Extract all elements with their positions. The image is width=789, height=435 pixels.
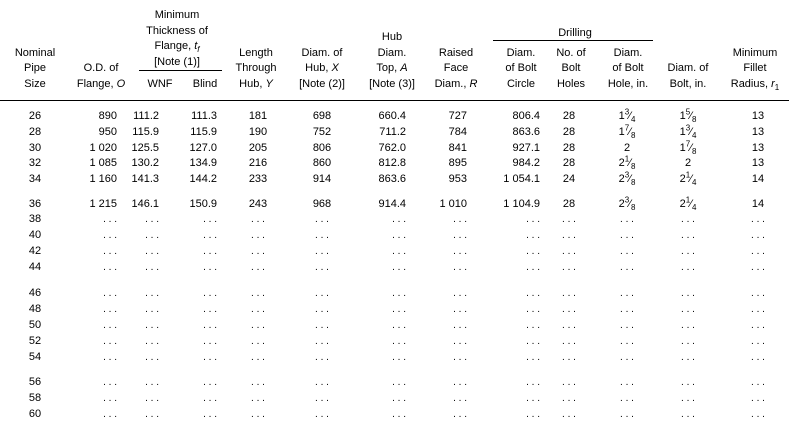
cell-y: . . . [251,230,265,241]
cell-y: 190 [248,126,268,138]
cell-od: 1 160 [89,173,117,185]
cell-a: . . . [392,352,406,363]
cell-wnf: . . . [145,393,159,404]
header-length-through-hub-line-2: Through [235,62,277,74]
header-hub-diam-top-line-1: Hub [381,31,403,43]
header-diam-bolt-circle-line-2: of Bolt [505,62,537,74]
cell-hole-diam: . . . [620,304,634,315]
cell-r: . . . [453,214,467,225]
cell-blind: . . . [203,304,217,315]
cell-bolt-diam: $2^1⁄_4$ [679,170,697,188]
cell-fillet: . . . [751,320,765,331]
cell-size: 26 [28,110,42,122]
cell-size: 28 [28,126,42,138]
cell-fillet: 13 [751,110,765,122]
cell-fillet: . . . [751,304,765,315]
cell-x: 968 [312,198,332,210]
header-drilling: Drilling [558,27,592,39]
header-length-through-hub-line-3: Hub, Y [239,77,273,90]
header-length-through-hub-line-1: Length [239,46,273,59]
cell-a: . . . [392,262,406,273]
header-no-bolt-holes-line-1: No. of [556,46,586,59]
cell-y: 243 [248,198,268,210]
cell-y: . . . [251,336,265,347]
cell-hole-diam: $1^3⁄_4$ [618,107,636,125]
cell-blind: . . . [203,377,217,388]
header-diam-bolt-hole-line-3: Hole, in. [607,77,649,90]
cell-bc: 1 054.1 [503,173,540,185]
cell-blind: . . . [203,336,217,347]
header-min-thickness-line-1: Minimum [154,9,200,21]
cell-x: 806 [312,142,332,154]
cell-bc: . . . [526,409,540,420]
cell-r: . . . [453,320,467,331]
header-od-flange-line-1: O.D. of [83,62,119,74]
cell-a: 863.6 [378,173,406,185]
cell-bc: 806.4 [512,110,540,122]
header-diam-hub-line-2: Hub, X [305,62,339,74]
cell-fillet: . . . [751,393,765,404]
cell-x: . . . [315,393,329,404]
cell-bc: . . . [526,352,540,363]
cell-wnf: 111.2 [133,110,159,122]
cell-blind: . . . [203,230,217,241]
cell-od: . . . [103,304,117,315]
cell-wnf: 130.2 [131,157,159,169]
cell-blind: 144.2 [189,173,217,185]
cell-wnf: . . . [145,377,159,388]
header-blind: Blind [192,78,218,90]
header-min-thickness-line-2: Thickness of [146,24,208,37]
header-no-bolt-holes-line-3: Holes [556,77,586,90]
cell-od: . . . [103,230,117,241]
cell-fillet: . . . [751,288,765,299]
cell-r: . . . [453,304,467,315]
header-diam-bolt-hole-line-2: of Bolt [612,62,644,74]
cell-bolt-diam: . . . [681,230,695,241]
cell-wnf: . . . [145,304,159,315]
cell-bolt-diam: . . . [681,377,695,388]
cell-bc: . . . [526,393,540,404]
cell-x: . . . [315,230,329,241]
cell-fillet: 14 [751,173,765,185]
cell-hole-diam: . . . [620,320,634,331]
cell-bc: . . . [526,288,540,299]
cell-bc: 984.2 [512,157,540,169]
cell-y: . . . [251,320,265,331]
header-raised-face-line-3: Diam., R [434,77,478,90]
cell-x: . . . [315,214,329,225]
cell-blind: . . . [203,288,217,299]
cell-holes: . . . [562,304,576,315]
cell-size: 42 [28,245,42,257]
cell-r: . . . [453,336,467,347]
cell-r: . . . [453,352,467,363]
cell-y: . . . [251,262,265,273]
header-min-fillet-line-1: Minimum [732,46,778,59]
cell-holes: . . . [562,336,576,347]
cell-y: 233 [248,173,268,185]
cell-size: 44 [28,261,42,273]
cell-bolt-diam: 2 [684,157,692,169]
cell-od: . . . [103,246,117,257]
cell-od: . . . [103,409,117,420]
cell-size: 46 [28,287,42,299]
cell-y: . . . [251,393,265,404]
cell-size: 50 [28,319,42,331]
cell-holes: 24 [562,173,576,185]
cell-blind: . . . [203,320,217,331]
cell-size: 54 [28,351,42,363]
cell-hole-diam: $2^3⁄_8$ [618,170,636,188]
cell-a: . . . [392,393,406,404]
cell-hole-diam: $2^3⁄_8$ [618,195,636,213]
cell-fillet: . . . [751,336,765,347]
cell-y: . . . [251,214,265,225]
header-diam-bolt-hole-line-1: Diam. [613,46,643,59]
cell-holes: . . . [562,246,576,257]
header-diam-bolt-circle-line-3: Circle [506,77,536,90]
cell-r: . . . [453,288,467,299]
cell-holes: 28 [562,110,576,122]
cell-holes: . . . [562,320,576,331]
cell-wnf: . . . [145,230,159,241]
header-hub-diam-top-line-3: Top, A [376,62,408,74]
cell-x: . . . [315,352,329,363]
cell-size: 60 [28,408,42,420]
cell-size: 58 [28,392,42,404]
cell-x: . . . [315,288,329,299]
cell-od: . . . [103,214,117,225]
cell-bolt-diam: . . . [681,304,695,315]
cell-bolt-diam: $1^7⁄_8$ [679,139,697,157]
cell-blind: . . . [203,262,217,273]
cell-size: 52 [28,335,42,347]
cell-holes: 28 [562,157,576,169]
cell-bolt-diam: . . . [681,320,695,331]
cell-hole-diam: . . . [620,288,634,299]
cell-bolt-diam: . . . [681,409,695,420]
cell-bolt-diam: . . . [681,262,695,273]
cell-a: 914.4 [378,198,406,210]
cell-y: 216 [248,157,268,169]
cell-holes: . . . [562,288,576,299]
cell-a: . . . [392,320,406,331]
cell-x: . . . [315,246,329,257]
cell-od: . . . [103,393,117,404]
cell-blind: . . . [203,409,217,420]
cell-a: . . . [392,409,406,420]
cell-x: 752 [312,126,332,138]
cell-wnf: 115.9 [132,126,159,138]
header-diam-hub-line-3: [Note (2)] [299,77,345,90]
cell-a: . . . [392,246,406,257]
cell-a: . . . [392,288,406,299]
cell-y: 181 [248,110,268,122]
cell-y: . . . [251,409,265,420]
cell-wnf: . . . [145,288,159,299]
cell-od: . . . [103,262,117,273]
cell-hole-diam: . . . [620,262,634,273]
cell-wnf: 146.1 [131,198,159,210]
cell-hole-diam: . . . [620,230,634,241]
cell-size: 34 [28,173,42,185]
cell-wnf: 141.3 [131,173,159,185]
cell-hole-diam: . . . [620,246,634,257]
cell-blind: 111.3 [191,110,217,122]
cell-blind: . . . [203,246,217,257]
cell-holes: . . . [562,230,576,241]
cell-holes: 28 [562,198,576,210]
cell-y: . . . [251,304,265,315]
cell-bolt-diam: . . . [681,352,695,363]
cell-holes: 28 [562,142,576,154]
cell-holes: . . . [562,262,576,273]
cell-wnf: . . . [145,320,159,331]
cell-fillet: 13 [751,142,765,154]
cell-size: 38 [28,213,42,225]
cell-holes: 28 [562,126,576,138]
cell-holes: . . . [562,377,576,388]
cell-r: . . . [453,262,467,273]
cell-r: 953 [448,173,467,185]
cell-r: 727 [448,110,467,122]
cell-bc: . . . [526,262,540,273]
cell-wnf: 125.5 [131,142,159,154]
cell-hole-diam: 2 [623,142,631,154]
cell-fillet: 13 [751,126,765,138]
header-diam-bolt-line-2: Bolt, in. [669,77,707,90]
cell-blind: 127.0 [189,142,217,154]
cell-blind: . . . [203,393,217,404]
cell-bc: . . . [526,377,540,388]
cell-bolt-diam: . . . [681,393,695,404]
cell-blind: 115.9 [190,126,217,138]
cell-y: . . . [251,288,265,299]
cell-bc: . . . [526,230,540,241]
cell-fillet: . . . [751,214,765,225]
header-diam-bolt-line-1: Diam. of [667,62,709,74]
header-wnf: WNF [147,78,173,90]
cell-hole-diam: . . . [620,377,634,388]
rule-drilling [493,40,653,41]
cell-bc: . . . [526,246,540,257]
cell-bolt-diam: . . . [681,214,695,225]
header-min-fillet-line-2: Fillet [743,62,767,74]
cell-od: . . . [103,352,117,363]
cell-od: 1 085 [89,157,117,169]
cell-bc: 863.6 [512,126,540,138]
cell-x: . . . [315,409,329,420]
cell-blind: 134.9 [189,157,217,169]
cell-size: 32 [28,157,42,169]
rule-header-bottom [0,100,789,101]
cell-holes: . . . [562,409,576,420]
cell-size: 48 [28,303,42,315]
cell-y: . . . [251,377,265,388]
cell-x: 914 [312,173,332,185]
cell-a: . . . [392,377,406,388]
cell-x: 698 [312,110,332,122]
cell-r: 1 010 [439,198,467,210]
cell-fillet: . . . [751,352,765,363]
header-nominal-pipe-size-line-3: Size [24,77,46,90]
cell-wnf: . . . [145,262,159,273]
header-min-fillet-line-3: Radius, $r_1$ [730,77,780,92]
cell-bc: 927.1 [512,142,540,154]
cell-hole-diam: . . . [620,409,634,420]
header-no-bolt-holes-line-2: Bolt [561,62,581,74]
cell-od: . . . [103,336,117,347]
cell-blind: . . . [203,352,217,363]
cell-od: . . . [103,288,117,299]
cell-r: . . . [453,393,467,404]
cell-a: 660.4 [378,110,406,122]
cell-hole-diam: . . . [620,352,634,363]
cell-od: 1 215 [89,198,117,210]
cell-hole-diam: . . . [620,393,634,404]
cell-wnf: . . . [145,214,159,225]
cell-y: . . . [251,246,265,257]
cell-od: 950 [98,126,117,138]
cell-fillet: . . . [751,377,765,388]
header-hub-diam-top-line-4: [Note (3)] [369,77,415,90]
header-min-thickness-line-4: [Note (1)] [154,55,200,68]
cell-x: . . . [315,336,329,347]
cell-a: . . . [392,336,406,347]
cell-bolt-diam: $1^3⁄_4$ [679,123,697,141]
cell-bolt-diam: . . . [681,246,695,257]
cell-wnf: . . . [145,409,159,420]
cell-r: 895 [448,157,467,169]
cell-r: . . . [453,246,467,257]
cell-wnf: . . . [145,336,159,347]
cell-bolt-diam: $1^5⁄_8$ [679,107,697,125]
cell-y: 205 [248,142,268,154]
header-nominal-pipe-size-line-2: Pipe [23,62,47,74]
cell-bc: . . . [526,214,540,225]
cell-x: . . . [315,320,329,331]
cell-od: . . . [103,320,117,331]
cell-a: . . . [392,304,406,315]
cell-hole-diam: $1^7⁄_8$ [618,123,636,141]
cell-blind: 150.9 [189,198,217,210]
header-min-thickness-line-3: Flange, $t_f$ [154,40,200,55]
cell-size: 36 [28,198,42,210]
cell-size: 30 [28,142,42,154]
cell-r: . . . [453,230,467,241]
cell-od: . . . [103,377,117,388]
cell-bolt-diam: . . . [681,336,695,347]
header-raised-face-line-2: Face [443,62,469,74]
cell-hole-diam: . . . [620,336,634,347]
rule-thickness [139,70,222,71]
cell-bc: . . . [526,336,540,347]
cell-a: 762.0 [378,142,406,154]
cell-size: 56 [28,376,42,388]
cell-od: 890 [98,110,117,122]
header-diam-hub-line-1: Diam. of [301,46,343,59]
header-raised-face-line-1: Raised [438,46,474,59]
cell-y: . . . [251,352,265,363]
cell-bc: . . . [526,304,540,315]
cell-hole-diam: $2^1⁄_8$ [618,154,636,172]
cell-fillet: . . . [751,262,765,273]
cell-bc: . . . [526,320,540,331]
cell-wnf: . . . [145,352,159,363]
cell-x: . . . [315,262,329,273]
cell-r: . . . [453,377,467,388]
cell-fillet: 14 [751,198,765,210]
cell-x: 860 [312,157,332,169]
header-diam-bolt-circle-line-1: Diam. [506,46,536,59]
cell-bc: 1 104.9 [503,198,540,210]
header-hub-diam-top-line-2: Diam. [377,46,407,59]
cell-holes: . . . [562,352,576,363]
cell-fillet: 13 [751,157,765,169]
header-od-flange-line-2: Flange, O [76,77,126,90]
cell-size: 40 [28,229,42,241]
cell-fillet: . . . [751,230,765,241]
cell-x: . . . [315,304,329,315]
cell-fillet: . . . [751,409,765,420]
cell-r: 841 [448,142,467,154]
cell-a: 711.2 [379,126,406,138]
cell-blind: . . . [203,214,217,225]
cell-a: . . . [392,230,406,241]
cell-a: 812.8 [378,157,406,169]
cell-holes: . . . [562,214,576,225]
cell-hole-diam: . . . [620,214,634,225]
cell-x: . . . [315,377,329,388]
cell-r: 784 [448,126,467,138]
cell-bolt-diam: $2^1⁄_4$ [679,195,697,213]
header-nominal-pipe-size-line-1: Nominal [14,46,56,59]
cell-bolt-diam: . . . [681,288,695,299]
cell-a: . . . [392,214,406,225]
cell-fillet: . . . [751,246,765,257]
cell-wnf: . . . [145,246,159,257]
cell-od: 1 020 [89,142,117,154]
cell-holes: . . . [562,393,576,404]
cell-r: . . . [453,409,467,420]
